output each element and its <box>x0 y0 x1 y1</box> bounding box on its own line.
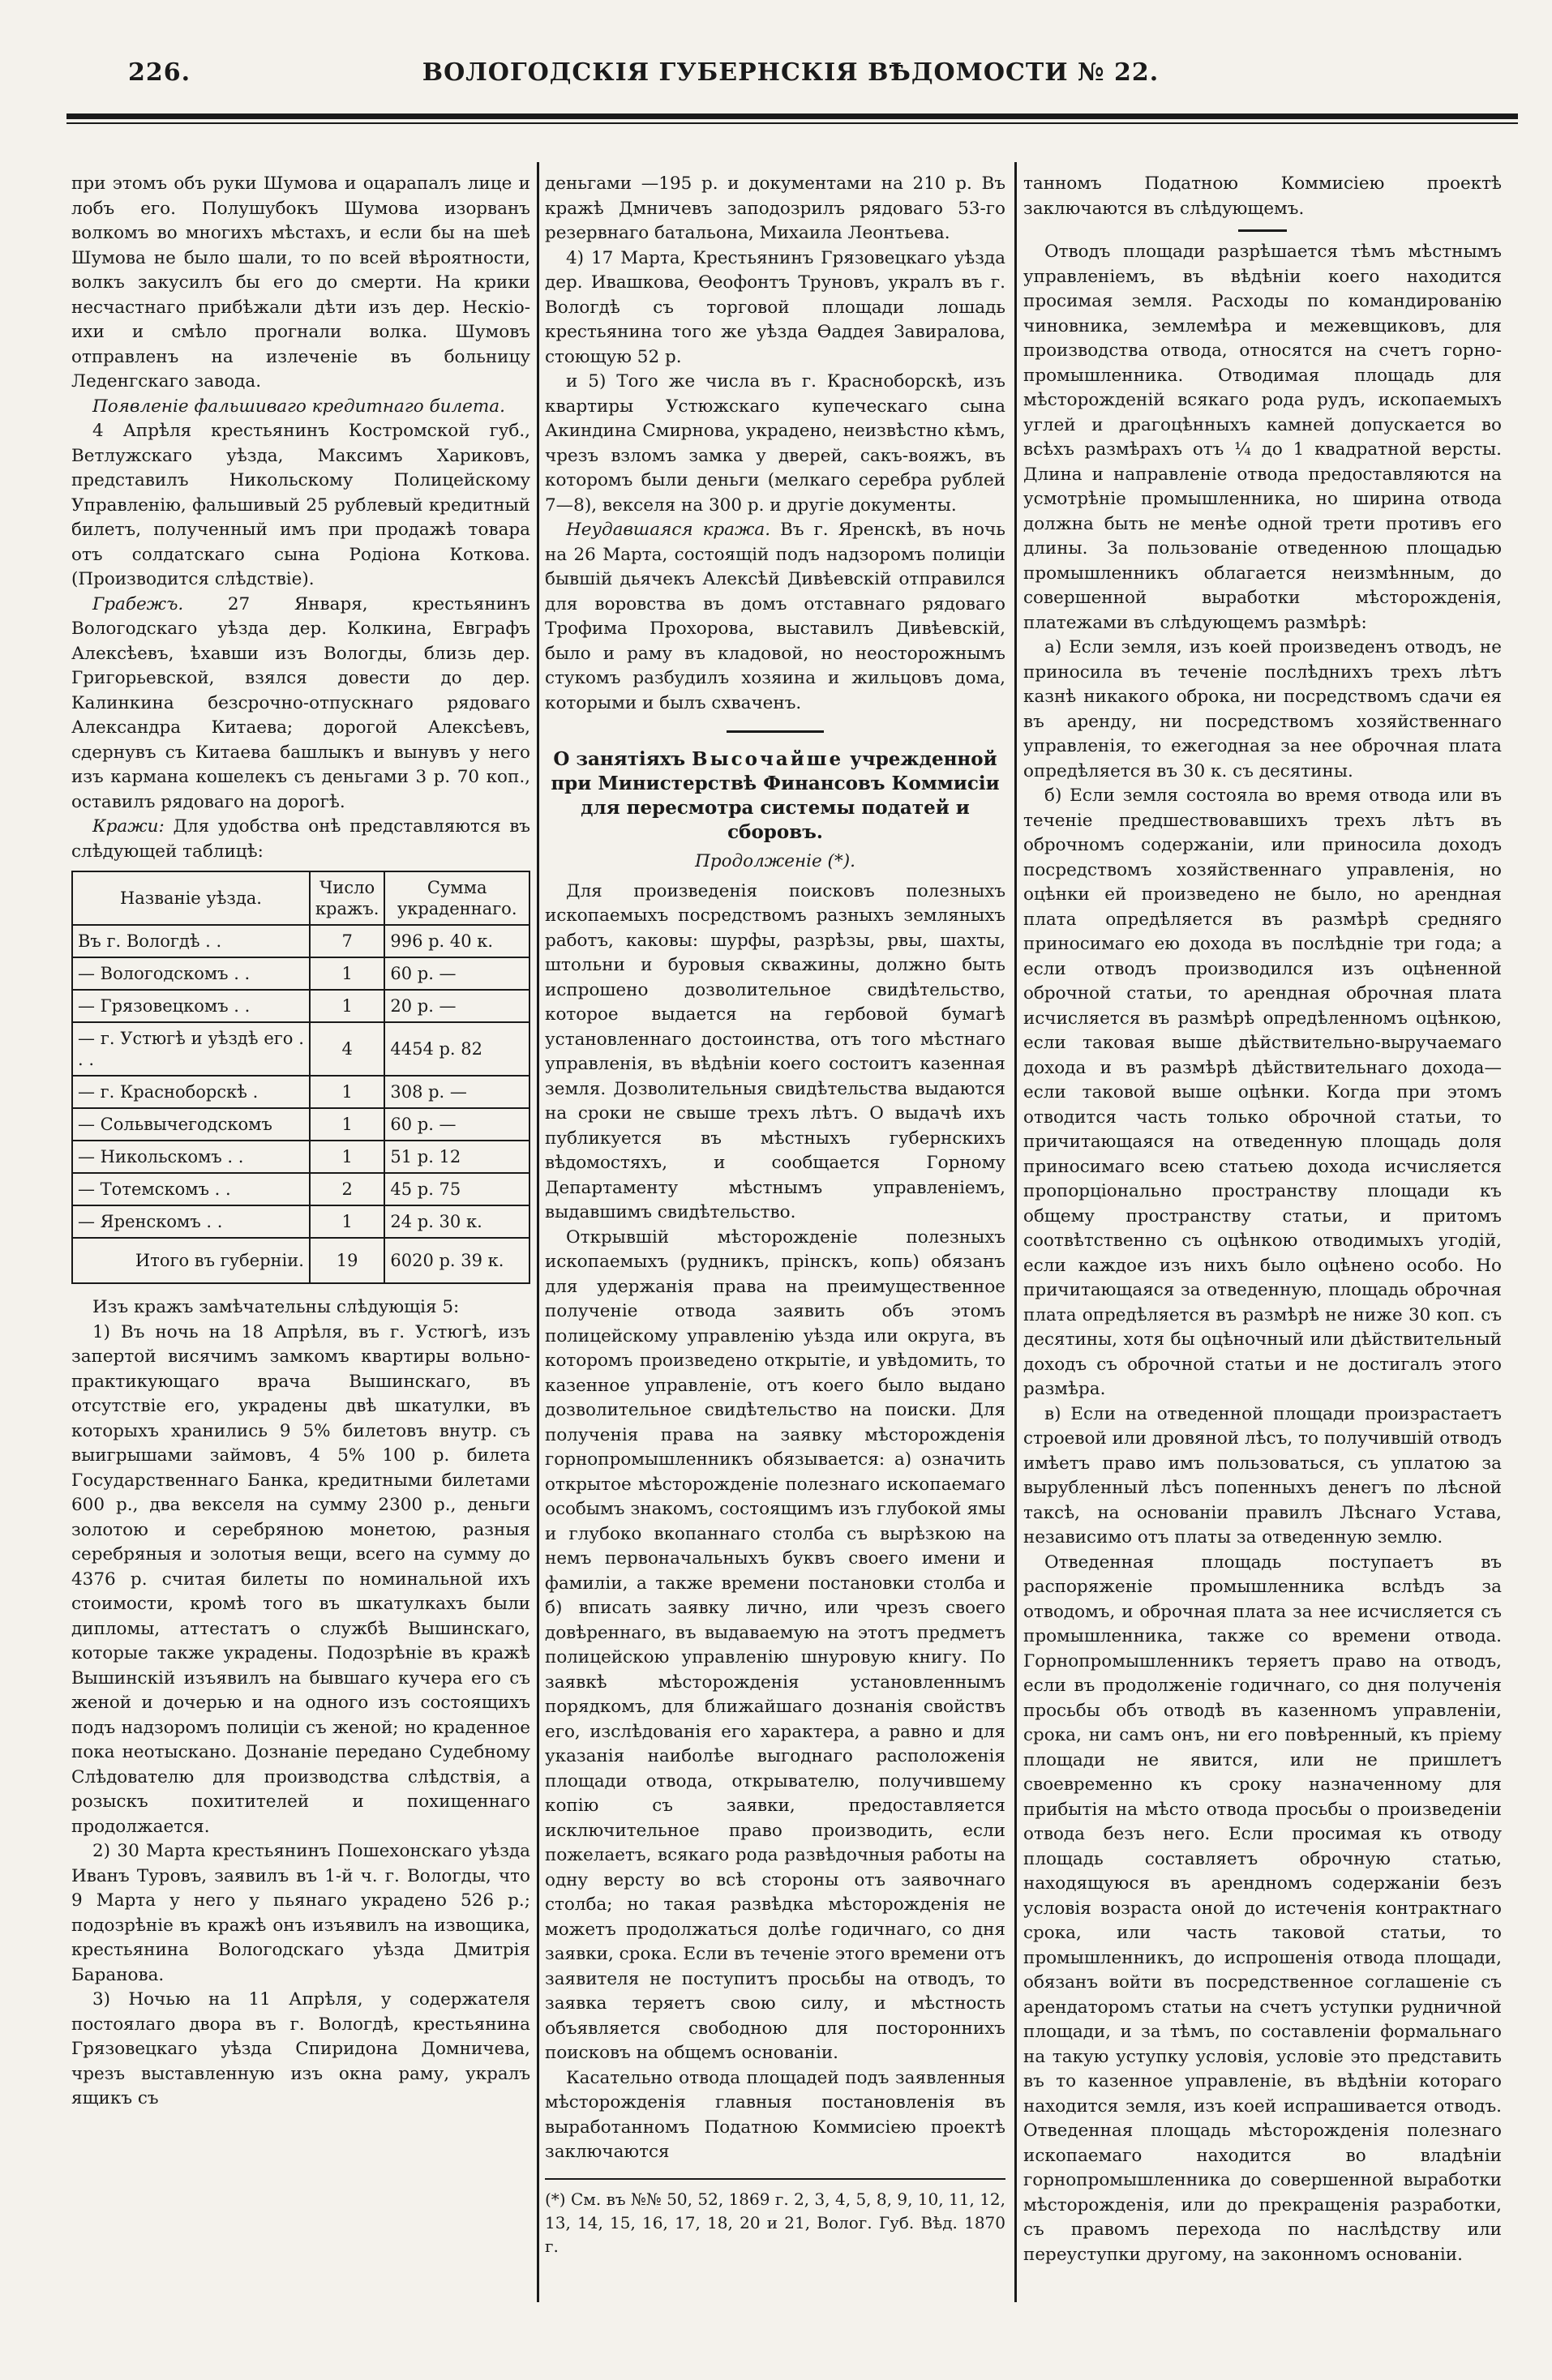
paragraph: а) Если земля, изъ коей произведенъ отводъ, не приносила въ теченіе послѣднихъ трехъ лѣтъ казнѣ никакого оброка, ни посредствомъ сдачи ея въ аренду, ни посредствомъ хозяйственнаго управленія, то ежегодная за нее оброчная плата опредѣляется въ 30 к. съ десятины. <box>1023 637 1502 781</box>
cell-sum: 20 р. — <box>384 990 529 1022</box>
paragraph: 4 Апрѣля крестьянинъ Костромской губ., Ветлужскаго уѣзда, Максимъ Хариковъ, представилъ Никольскому Полицейскому Управленію, фальшивый 25 рублевый кредитный билетъ, полученный имъ при продажѣ товара отъ солдатскаго сына Родіона Коткова. (Производится слѣдствіе). <box>71 421 530 589</box>
table-row <box>72 1205 529 1238</box>
cell-sum: 308 р. — <box>384 1076 529 1108</box>
section-title: Кражи: <box>92 816 165 837</box>
cell-sum: 4454 р. 82 <box>384 1022 529 1076</box>
cell-count: 2 <box>310 1173 384 1205</box>
paragraph: 2) 30 Марта крестьянинъ Пошехонскаго уѣзда Иванъ Туровъ, заявилъ въ 1-й ч. г. Вологды, что 9 Марта у него у пьянаго украдено 526 р.; подозрѣніе въ кражѣ онъ изъявилъ на извощика, крестьянина Вологодскаго уѣзда Дмитрія Баранова. <box>71 1841 530 1985</box>
table-row <box>72 1022 529 1076</box>
paragraph: Отводъ площади разрѣшается тѣмъ мѣстнымъ управленіемъ, въ вѣдѣніи коего находится просимая земля. Расходы по командированію чиновника, землемѣра и межевщиковъ, для производства отвода, относятся на счетъ горно-промышленника. Отводимая площадь для мѣсторожденій всякаго рода рудъ, ископаемыхъ углей и драгоцѣнныхъ камней допускается во всѣхъ размѣрахъ отъ ¼ до 1 квадратной версты. Длина и направленіе отвода предоставляются на усмотрѣніе промышленника, но ширина отвода должна быть не менѣе одной трети противъ его длины. За пользованіе отведенною площадью промышленникъ облагается неизмѣнным, до совершенной выработки мѣсторожденія, платежами въ слѣдующемъ размѣрѣ: <box>1023 242 1502 633</box>
column-1 <box>71 172 530 2312</box>
total-sum: 6020 р. 39 к. <box>384 1238 529 1283</box>
paragraph: Для произведенія поисковъ полезныхъ ископаемыхъ посредствомъ разныхъ земляныхъ работъ, каковы: шурфы, разрѣзы, рвы, шахты, штольни и буровыя скважины, должно быть испрошено дозволительное свидѣтельство, которое выдается на гербовой бумагѣ установленнаго достоинства, отъ того мѣстнаго управленія, въ вѣдѣніи коего состоитъ казенная земля. Дозволительныя свидѣтельства выдаются на сроки не свыше трехъ лѣтъ. О выдачѣ ихъ публикуется въ мѣстныхъ губернскихъ вѣдомостяхъ, и сообщается Горному Департаменту мѣстнымъ управленіемъ, выдавшимъ свидѣтельство. <box>545 880 1005 1222</box>
cell-sum: 60 р. — <box>384 957 529 990</box>
section-separator <box>727 730 824 733</box>
paragraph: б) Если земля состояла во время отвода или въ теченіе предшествовавшихъ трехъ лѣтъ въ оброчномъ содержаніи, или приносила доходъ посредствомъ хозяйственнаго управленія, но оцѣнки ей произведено не было, но арендная плата опредѣляется въ размѣрѣ средняго приносимаго ею дохода въ послѣдніе три года; а если отводъ производился изъ оцѣненной оброчной статьи, то арендная оброчная плата исчисляется въ размѣрѣ опредѣленномъ оцѣнкою, если таковая выше дѣйствительно-выручаемаго дохода и въ размѣрѣ дѣйствительнаго дохода—если таковой выше оцѣнки. Когда при этомъ отводится часть только оброчной статьи, то причитающаяся на отведенную площадь доля приносимаго всею статьею дохода исчисляется пропорціонально пространству площади къ общему пространству статьи, и притомъ соотвѣтственно съ оцѣнкою отводимыхъ угодій, если каждое изъ нихъ было оцѣнено особо. Но причитающаяся за отведенную, площадь оброчная плата опредѣляется въ размѣрѣ не ниже 30 коп. съ десятины, хотя бы оцѣночный или дѣйствительный доходъ съ оброчной статьи и не достигалъ этого размѣра. <box>1023 785 1502 1399</box>
heading-part-spaced: Высочайше <box>692 748 844 770</box>
column-divider-2 <box>1014 162 1017 2302</box>
page-header <box>65 50 1516 99</box>
paragraph: Изъ кражъ замѣчательны слѣдующія 5: <box>92 1297 460 1317</box>
cell-count: 1 <box>310 957 384 990</box>
header-rule-thick <box>66 113 1518 119</box>
paragraph <box>545 518 1005 716</box>
newspaper-title: ВОЛОГОДСКІЯ ГУБЕРНСКІЯ ВѢДОМОСТИ № 22. <box>422 58 1160 87</box>
heading-part: учрежденной при Министерствѣ Финансовъ Коммисіи для пересмотра системы податей и сборовъ. <box>551 748 1000 843</box>
column-divider-1 <box>537 162 539 2302</box>
cell-uezd: — г. Устюгѣ и уѣздѣ его . . . <box>72 1022 310 1076</box>
paragraph: Отведенная площадь поступаетъ въ распоряженіе промышленника вслѣдъ за отводомъ, и оброчная плата за нее исчисляется съ промышленника, также со времени отвода. Горнопромышленникъ теряетъ право на отводъ, если въ продолженіе годичнаго, со дня полученія просьбы объ отводѣ въ казенномъ управленіи, срока, ни самъ онъ, ни его повѣренный, къ пріему площади не явится, или не пришлетъ своевременно къ сроку назначенному для прибытія на мѣсто отвода просьбы о произведеніи отвода безъ него. Если просимая къ отводу площадь составляетъ оброчную статью, находящуюся въ арендномъ содержаніи безъ условія возраста оной до истеченія контрактнаго срока, или часть таковой статьи, то промышленникъ, до испрошенія отвода площади, обязанъ войти въ посредственное соглашеніе съ арендаторомъ статьи на счетъ уступки рудничной площади, и за тѣмъ, по составленіи формальнаго на такую уступку условія, условіе это представить въ то казенное управленіе, въ вѣдѣніи котораго находится земля, изъ коей испрашивается отводъ. Отведенная площадь мѣсторожденія полезнаго ископаемаго находится во владѣніи горнопромышленника до совершенной выработки мѣсторожденія, или до прекращенія разработки, съ правомъ перехода по наслѣдству или переуступки другому, на законномъ основаніи. <box>1023 1552 1502 2265</box>
table-row <box>72 1141 529 1173</box>
header-rule-thin <box>66 122 1518 124</box>
heading-part: О занятіяхъ <box>553 748 686 770</box>
paragraph <box>71 815 530 864</box>
paragraph: 3) Ночью на 11 Апрѣля, у содержателя постоялаго двора въ г. Вологдѣ, крестьянина Грязовецкаго уѣзда Спиридона Домничева, чрезъ выставленную изъ окна раму, укралъ ящикъ съ <box>71 1989 530 2108</box>
cell-count: 1 <box>310 1108 384 1141</box>
cell-count: 1 <box>310 990 384 1022</box>
paragraph: и 5) Того же числа въ г. Красноборскѣ, изъ квартиры Устюжскаго купеческаго сына Акиндина Смирнова, украдено, неизвѣстно кѣмъ, чрезъ взломъ замка у дверей, сакъ-вояжъ, въ которомъ были деньги (мелкаго серебра рублей 7—8), векселя на 300 р. и другіе документы. <box>545 371 1005 516</box>
paragraph-text: Для удобства онѣ представляются въ слѣдующей таблицѣ: <box>71 816 530 862</box>
column-2 <box>545 172 1005 2312</box>
paragraph: деньгами —195 р. и документами на 210 р. Въ кражѣ Дмничевъ заподозрилъ рядоваго 53-го резервнаго батальона, Михаила Леонтьева. <box>545 173 1005 243</box>
paragraph <box>71 395 530 420</box>
paragraph: Открывшій мѣсторожденіе полезныхъ ископаемыхъ (рудникъ, прінскъ, копь) обязанъ для удержанія права на преимущественное полученіе отвода заявить объ этомъ полицейскому управленію уѣзда или округа, въ которомъ произведено открытіе, и увѣдомить, то казенное управленіе, отъ коего было выдано дозволительное свидѣтельство на поиски. Для полученія права на заявку мѣсторожденія горнопромышленникъ обязывается: а) означить открытое мѣсторожденіе полезнаго ископаемаго особымъ знакомъ, состоящимъ изъ глубокой ямы и глубоко вкопаннаго столба съ вырѣзкою на немъ первоначальныхъ буквъ своего имени и фамиліи, а также времени постановки столба и б) вписать заявку лично, или чрезъ своего довѣреннаго, въ выдаваемую на этотъ предметъ полицейскою управленію шнуровую книгу. По заявкѣ мѣсторожденія установленнымъ порядкомъ, для ближайшаго дознанія свойствъ его, изслѣдованія его характера, а равно и для указанія наиболѣе выгоднаго расположенія площади отвода, открывателю, получившему копію съ заявки, предоставляется исключительное право производить, если пожелаетъ, всякаго рода развѣдочныя работы на одну версту во всѣ стороны отъ заявочнаго столба; но такая развѣдка мѣсторожденія не можетъ продолжаться долѣе годичнаго, со дня заявки, срока. Если въ теченіе этого времени отъ заявителя не поступитъ просьбы на отводъ, то заявка теряетъ свою силу, и мѣстность объявляется свободною для постороннихъ поисковъ на общемъ основаніи. <box>545 1226 1005 2063</box>
column-header-sum: Сумма украденнаго. <box>384 871 529 925</box>
total-count: 19 <box>310 1238 384 1283</box>
paragraph: 4) 17 Марта, Крестьянинъ Грязовецкаго уѣзда дер. Ивашкова, Ѳеофонтъ Труновъ, укралъ въ г. Вологдѣ съ торговой площади лошадь крестьянина того же уѣзда Ѳаддея Завиралова, стоющую 52 р. <box>545 247 1005 367</box>
cell-uezd: — г. Красноборскѣ . <box>72 1076 310 1108</box>
section-title: Грабежъ. <box>92 593 184 614</box>
footnote: (*) См. въ №№ 50, 52, 1869 г. 2, 3, 4, 5, 8, 9, 10, 11, 12, 13, 14, 15, 16, 17, 18, 20 и 21, Волог. Губ. Вѣд. 1870 г. <box>545 2178 1005 2258</box>
paragraph <box>71 593 530 815</box>
paragraph: танномъ Податною Коммисіею проектѣ заключаются въ слѣдующемъ. <box>1023 173 1502 219</box>
table-row <box>72 1108 529 1141</box>
thefts-table <box>71 871 530 1284</box>
cell-sum: 60 р. — <box>384 1108 529 1141</box>
continuation-note: Продолженіе (*). <box>695 851 855 871</box>
paragraph: 1) Въ ночь на 18 Апрѣля, въ г. Устюгѣ, изъ запертой висячимъ замкомъ квартиры вольно-практикующаго врача Вышинскаго, въ отсутствіе его, украдены двѣ шкатулки, въ которыхъ хранились 9 5% билетовъ внутр. съ выигрышами займовъ, 4 5% 100 р. билета Государственнаго Банка, кредитными билетами 600 р., два векселя на сумму 2300 р., деньги золотою и серебряною монетою, разныя серебряныя и золотыя вещи, всего на сумму до 4376 р. считая билеты по номинальной ихъ стоимости, кромѣ того въ шкатулкахъ были дипломы, аттестатъ о службѣ Вышинскаго, которые также украдены. Подозрѣніе въ кражѣ Вышинскій изъявилъ на бывшаго кучера его съ женой и дочерью и на одного изъ состоящихъ подъ надзоромъ полиціи съ женой; но краденное пока неотыскано. Дознаніе передано Судебному Слѣдователю для производства слѣдствія, а розыскъ похитителей и похищеннаго продолжается. <box>71 1321 530 1837</box>
table-row <box>72 925 529 957</box>
column-3 <box>1023 172 1502 2312</box>
paragraph-text: Въ г. Яренскѣ, въ ночь на 26 Марта, состоящій подъ надзоромъ полиціи бывшій дьячекъ Алексѣй Дивѣевскій отправился для воровства въ домъ отставнаго рядоваго Трофима Прохорова, выставилъ Дивѣевскій, было и раму въ кладовой, но неосторожнымъ стукомъ разбудилъ хозяина и жильцовъ дома, которыми и былъ схваченъ. <box>545 520 1005 713</box>
total-label: Итого въ губерніи. <box>72 1238 310 1283</box>
table-row <box>72 1173 529 1205</box>
column-header-count: Число кражъ. <box>310 871 384 925</box>
cell-uezd: — Сольвычегодскомъ <box>72 1108 310 1141</box>
cell-uezd: Въ г. Вологдѣ . . <box>72 925 310 957</box>
cell-count: 1 <box>310 1076 384 1108</box>
paragraph: при этомъ объ руки Шумова и оцарапалъ лице и лобъ его. Полушубокъ Шумова изорванъ волкомъ во многихъ мѣстахъ, и если бы на шеѣ Шумова не было шали, то по всей вѣроятности, волкъ закусилъ бы его до смерти. На крики несчастнаго прибѣжали дѣти изъ дер. Нескіо-ихи и смѣло прогнали волка. Шумовъ отправленъ на излеченіе въ больницу Леденгскаго завода. <box>71 173 530 392</box>
table-row <box>72 1076 529 1108</box>
cell-count: 4 <box>310 1022 384 1076</box>
table-row <box>72 957 529 990</box>
paragraph: в) Если на отведенной площади произрастаетъ строевой или дровяной лѣсъ, то получившій отводъ имѣетъ право имъ пользоваться, съ уплатою за вырубленный лѣсъ попенныхъ денегъ по лѣсной таксѣ, на основаніи правилъ Лѣснаго Устава, независимо отъ платы за отведенную землю. <box>1023 1403 1502 1547</box>
table-row <box>72 990 529 1022</box>
table-total-row <box>72 1238 529 1283</box>
section-separator <box>1238 229 1287 232</box>
cell-sum: 51 р. 12 <box>384 1141 529 1173</box>
section-title: Неудавшаяся кража. <box>566 520 771 540</box>
paragraph: Касательно отвода площадей подъ заявленныя мѣсторожденія главныя постановленія въ выработанномъ Податною Коммисіею проектѣ заключаются <box>545 2067 1005 2162</box>
cell-uezd: — Грязовецкомъ . . <box>72 990 310 1022</box>
paragraph-text: 27 Января, крестьянинъ Вологодскаго уѣзда дер. Колкина, Евграфъ Алексѣевъ, ѣхавши изъ Вологды, близь дер. Григорьевской, взялся довести до дер. Калинкина безсрочно-отпускнаго рядоваго Александра Китаева; дорогой Алексѣевъ, сдернувъ съ Китаева башлыкъ и вынувъ у него изъ кармана кошелекъ съ деньгами 3 р. 70 коп., оставилъ рядоваго на дорогѣ. <box>71 593 530 812</box>
cell-uezd: — Яренскомъ . . <box>72 1205 310 1238</box>
table-header-row <box>72 871 529 925</box>
cell-sum: 996 р. 40 к. <box>384 925 529 957</box>
cell-count: 7 <box>310 925 384 957</box>
section-title: Появленіе фальшиваго кредитнаго билета. <box>92 396 505 417</box>
column-header-uezd: Названіе уѣзда. <box>72 871 310 925</box>
cell-uezd: — Тотемскомъ . . <box>72 1173 310 1205</box>
table-body <box>72 925 529 1238</box>
cell-count: 1 <box>310 1141 384 1173</box>
cell-sum: 45 р. 75 <box>384 1173 529 1205</box>
page-number: 226. <box>128 58 191 87</box>
article-heading <box>545 747 1005 845</box>
cell-sum: 24 р. 30 к. <box>384 1205 529 1238</box>
cell-uezd: — Никольскомъ . . <box>72 1141 310 1173</box>
cell-uezd: — Вологодскомъ . . <box>72 957 310 990</box>
cell-count: 1 <box>310 1205 384 1238</box>
